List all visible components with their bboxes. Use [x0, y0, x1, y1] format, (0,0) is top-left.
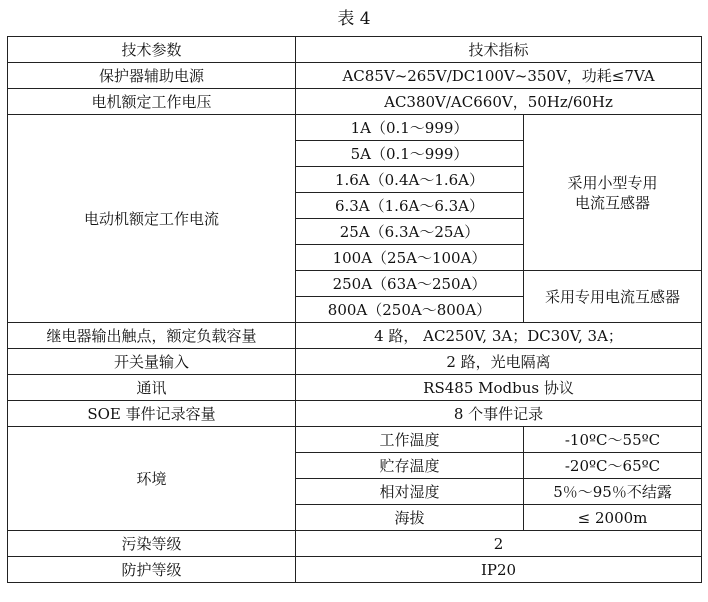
- row-label: 防护等级: [8, 557, 296, 583]
- row-label: 环境: [8, 427, 296, 531]
- header-spec: 技术指标: [296, 37, 702, 63]
- row-label: 保护器辅助电源: [8, 63, 296, 89]
- env-item-name: 相对湿度: [296, 479, 524, 505]
- row-value: 2: [296, 531, 702, 557]
- row-value: 4 路， AC250V, 3A；DC30V, 3A；: [296, 323, 702, 349]
- row-value: 2 路，光电隔离: [296, 349, 702, 375]
- table-row: [8, 89, 702, 115]
- current-range: 250A（63A～250A）: [296, 271, 524, 297]
- table-row: [8, 349, 702, 375]
- env-item-name: 海拔: [296, 505, 524, 531]
- table-row: [8, 401, 702, 427]
- row-label: 开关量输入: [8, 349, 296, 375]
- env-item-value: -10ºC～55ºC: [524, 427, 702, 453]
- table-row: [8, 63, 702, 89]
- row-label: SOE 事件记录容量: [8, 401, 296, 427]
- row-label: 通讯: [8, 375, 296, 401]
- env-item-value: ≤ 2000m: [524, 505, 702, 531]
- env-item-name: 贮存温度: [296, 453, 524, 479]
- table-header-row: [8, 37, 702, 63]
- env-item-name: 工作温度: [296, 427, 524, 453]
- env-item-value: 5％～95％不结露: [524, 479, 702, 505]
- spec-table: [7, 36, 702, 583]
- row-label: 继电器输出触点，额定负载容量: [8, 323, 296, 349]
- env-item-value: -20ºC～65ºC: [524, 453, 702, 479]
- table-title: 表 4: [337, 9, 371, 29]
- ct-note-small: 采用小型专用 电流互感器: [524, 115, 702, 271]
- row-value: 8 个事件记录: [296, 401, 702, 427]
- table-row: [8, 427, 702, 453]
- row-label: 污染等级: [8, 531, 296, 557]
- table-row: [8, 115, 702, 141]
- table-row: [8, 531, 702, 557]
- row-value: RS485 Modbus 协议: [296, 375, 702, 401]
- current-range: 1.6A（0.4A～1.6A）: [296, 167, 524, 193]
- row-value: AC85V~265V/DC100V~350V，功耗≤7VA: [296, 63, 702, 89]
- current-range: 25A（6.3A～25A）: [296, 219, 524, 245]
- row-label: 电机额定工作电压: [8, 89, 296, 115]
- header-param: 技术参数: [8, 37, 296, 63]
- table-row: [8, 557, 702, 583]
- row-label: 电动机额定工作电流: [8, 115, 296, 323]
- current-range: 1A（0.1～999）: [296, 115, 524, 141]
- row-value: IP20: [296, 557, 702, 583]
- ct-note-special: 采用专用电流互感器: [524, 271, 702, 323]
- table-row: [8, 323, 702, 349]
- current-range: 800A（250A～800A）: [296, 297, 524, 323]
- current-range: 6.3A（1.6A～6.3A）: [296, 193, 524, 219]
- current-range: 5A（0.1～999）: [296, 141, 524, 167]
- row-value: AC380V/AC660V，50Hz/60Hz: [296, 89, 702, 115]
- current-range: 100A（25A～100A）: [296, 245, 524, 271]
- table-row: [8, 375, 702, 401]
